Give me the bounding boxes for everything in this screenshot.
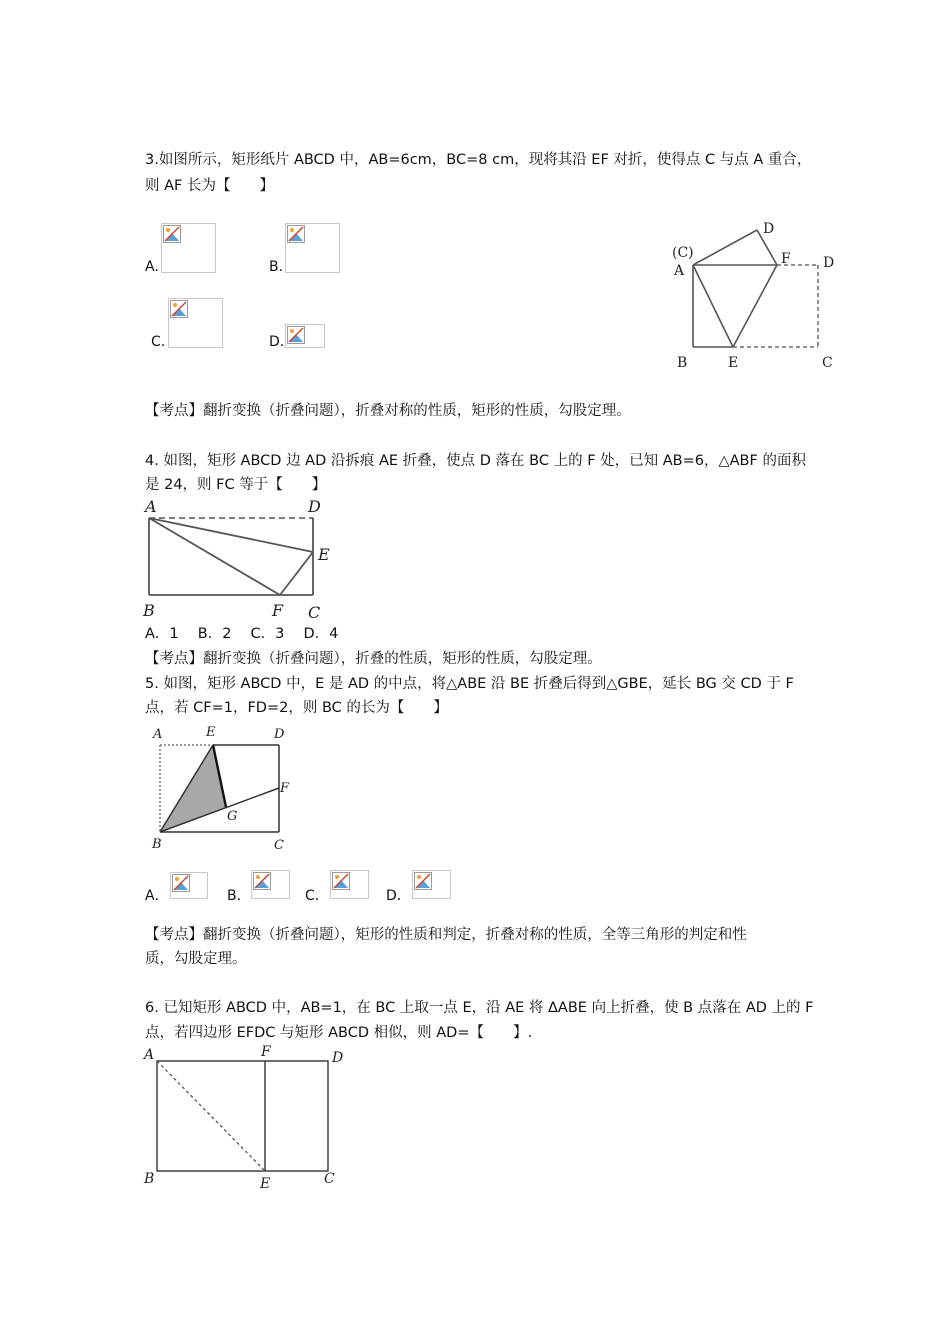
q6-figure xyxy=(140,1040,350,1195)
q5-kaodian-line1: 【考点】翻折变换（折叠问题），矩形的性质和判定，折叠对称的性质，全等三角形的判定和性 xyxy=(145,927,747,943)
q5-option-a-label: A． xyxy=(145,888,169,904)
broken-image-icon xyxy=(163,225,181,243)
q5-stem-line1: 5. 如图，矩形 ABCD 中，E 是 AD 的中点，将△ABE 沿 BE 折叠后得到△GBE，延长 BG 交 CD 于 F xyxy=(145,676,794,692)
q4-label-e: E xyxy=(318,545,330,564)
q4-stem-line2: 是 24，则 FC 等于【 】 xyxy=(145,477,327,493)
q5-option-b-label: B． xyxy=(227,888,251,904)
q3-folded-ad xyxy=(693,230,757,265)
broken-image-icon xyxy=(414,872,432,890)
q5-label-c: C xyxy=(274,838,284,853)
q4-label-d: D xyxy=(308,497,321,516)
q5-option-c-label: C． xyxy=(305,888,329,904)
q3-stem-line1: 3.如图所示，矩形纸片 ABCD 中，AB=6cm，BC=8 cm，现将其沿 EF 对折，使得点 C 与点 A 重合， xyxy=(145,152,812,168)
q6-label-c: C xyxy=(324,1171,335,1187)
q4-label-f: F xyxy=(272,601,284,620)
q4-label-a: A xyxy=(145,497,157,516)
q5-label-f: F xyxy=(280,781,290,796)
q3-option-b-image xyxy=(285,223,340,273)
broken-image-icon xyxy=(172,874,190,892)
q4-kaodian: 【考点】翻折变换（折叠问题），折叠的性质，矩形的性质，勾股定理。 xyxy=(145,651,602,667)
q3-option-c-label: C. xyxy=(151,334,166,350)
q3-figure xyxy=(665,215,845,375)
q6-stem-line1: 6. 已知矩形 ABCD 中，AB=1，在 BC 上取一点 E，沿 AE 将 ΔABE 向上折叠，使 B 点落在 AD 上的 F xyxy=(145,1000,814,1016)
q5-stem-line2: 点，若 CF=1，FD=2，则 BC 的长为【 】 xyxy=(145,700,448,716)
q5-option-c-image xyxy=(330,870,369,899)
q6-dashed-ae xyxy=(157,1061,265,1171)
q5-label-a: A xyxy=(153,727,163,742)
broken-image-icon xyxy=(332,872,350,890)
q3-label-c: C xyxy=(822,355,833,371)
q4-crease-ae xyxy=(149,518,313,552)
broken-image-icon xyxy=(170,300,188,318)
q5-option-d-image xyxy=(412,870,451,899)
q3-label-a: A xyxy=(674,263,685,279)
q5-option-a-image xyxy=(170,872,208,899)
q3-label-b: B xyxy=(677,355,688,371)
q6-label-d: D xyxy=(332,1050,344,1066)
q3-option-d-label: D. xyxy=(269,334,285,350)
q3-label-d-right: D xyxy=(823,255,835,271)
q4-figure xyxy=(140,494,340,624)
q4-options: A．1 B．2 C．3 D．4 xyxy=(145,626,339,642)
q5-option-b-image xyxy=(251,870,290,899)
q3-option-a-label: A. xyxy=(145,259,159,275)
q5-label-d: D xyxy=(274,727,285,742)
broken-image-icon xyxy=(287,326,305,344)
q5-label-g: G xyxy=(227,809,238,824)
q3-kaodian: 【考点】翻折变换（折叠问题），折叠对称的性质，矩形的性质，勾股定理。 xyxy=(145,403,631,419)
q5-option-d-label: D． xyxy=(386,888,411,904)
broken-image-icon xyxy=(253,872,271,890)
q6-label-b: B xyxy=(144,1171,155,1187)
q4-label-c: C xyxy=(308,603,321,622)
q3-option-b-label: B. xyxy=(269,259,284,275)
q4-fold-fe xyxy=(280,552,313,595)
q3-crease-ae xyxy=(693,265,733,347)
q3-label-d-top: D xyxy=(763,221,775,237)
q3-label-f: F xyxy=(781,251,791,267)
q4-fold-af xyxy=(149,518,280,595)
q3-option-c-image xyxy=(168,298,223,348)
q3-stem-line2: 则 AF 长为【 】 xyxy=(145,178,274,194)
broken-image-icon xyxy=(287,225,305,243)
q5-label-e: E xyxy=(206,725,216,740)
q5-kaodian-line2: 质，勾股定理。 xyxy=(145,951,247,967)
q4-label-b: B xyxy=(143,601,155,620)
q4-stem-line1: 4. 如图，矩形 ABCD 边 AD 沿拆痕 AE 折叠，使点 D 落在 BC 上的 F 处，已知 AB=6，△ABF 的面积 xyxy=(145,453,806,469)
q6-label-f: F xyxy=(261,1044,271,1060)
q6-label-a: A xyxy=(144,1047,155,1063)
q6-label-e: E xyxy=(260,1176,271,1192)
q3-label-e: E xyxy=(728,355,739,371)
q5-figure xyxy=(145,722,305,857)
q5-label-b: B xyxy=(152,837,162,852)
q6-stem-line2: 点，若四边形 EFDC 与矩形 ABCD 相似，则 AD=【 】. xyxy=(145,1025,533,1041)
q3-crease-ef xyxy=(733,265,777,347)
q3-option-a-image xyxy=(161,223,216,273)
q3-option-d-image xyxy=(285,324,325,348)
q6-rectangle-abcd xyxy=(157,1061,328,1171)
q3-label-c-paren: (C) xyxy=(672,245,694,261)
